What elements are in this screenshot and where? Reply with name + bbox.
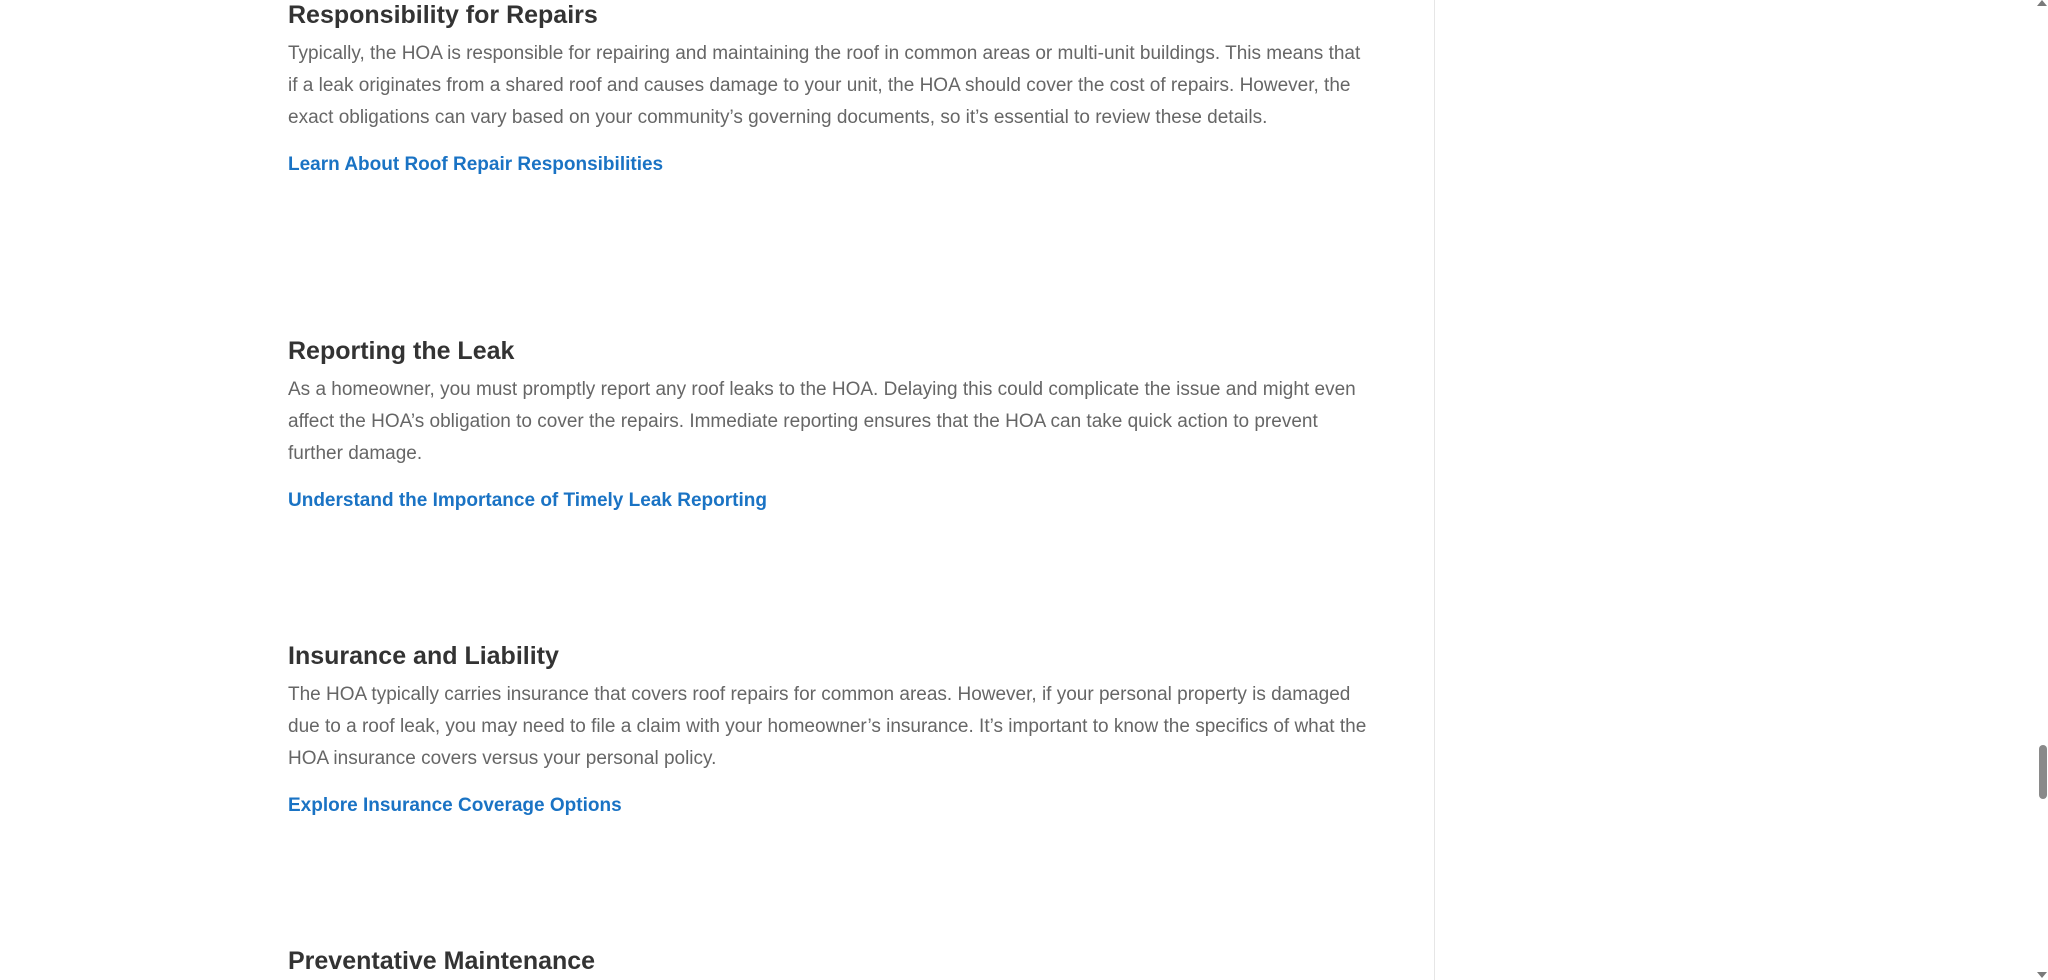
scroll-thumb[interactable] (2039, 745, 2047, 799)
section-heading: Reporting the Leak (288, 337, 515, 365)
scroll-up-arrow-icon[interactable] (2037, 0, 2047, 6)
section-heading: Preventative Maintenance (288, 947, 596, 975)
section-body: Typically, the HOA is responsible for repairing and maintaining the roof in common areas or multi-unit buildings. This means that if a leak originates from a shared roof and causes damage to your unit, the HOA should cover the cost of repairs. However, the exact obligations can vary based on your community’s governing documents, so it’s essential to review these details. (288, 43, 1361, 128)
section-body: As a homeowner, you must promptly report any roof leaks to the HOA. Delaying this could complicate the issue and might even affect the HOA’s obligation to cover the repairs. Immediate reporting ensures that the HOA can take quick action to prevent further damage. (288, 379, 1356, 464)
section-heading: Insurance and Liability (288, 642, 559, 670)
sidebar-divider (1434, 0, 1435, 980)
section-preventative-maintenance (288, 946, 1368, 976)
section-heading: Responsibility for Repairs (288, 1, 598, 29)
section-insurance-and-liability (288, 641, 1368, 818)
section-body: The HOA typically carries insurance that covers roof repairs for common areas. However, if your personal property is damaged due to a roof leak, you may need to file a claim with your homeowner’s insurance. It’s important to know the specifics of what the HOA insurance covers versus your personal policy. (288, 684, 1367, 769)
section-reporting-the-leak (288, 336, 1368, 513)
page-scrollbar[interactable] (2038, 0, 2048, 980)
roof-repair-responsibilities-link[interactable]: Learn About Roof Repair Responsibilities (288, 154, 664, 175)
timely-leak-reporting-link[interactable]: Understand the Importance of Timely Leak Reporting (288, 490, 767, 511)
insurance-coverage-options-link[interactable]: Explore Insurance Coverage Options (288, 795, 622, 816)
scroll-down-arrow-icon[interactable] (2037, 972, 2047, 978)
section-responsibility-for-repairs (288, 0, 1368, 177)
